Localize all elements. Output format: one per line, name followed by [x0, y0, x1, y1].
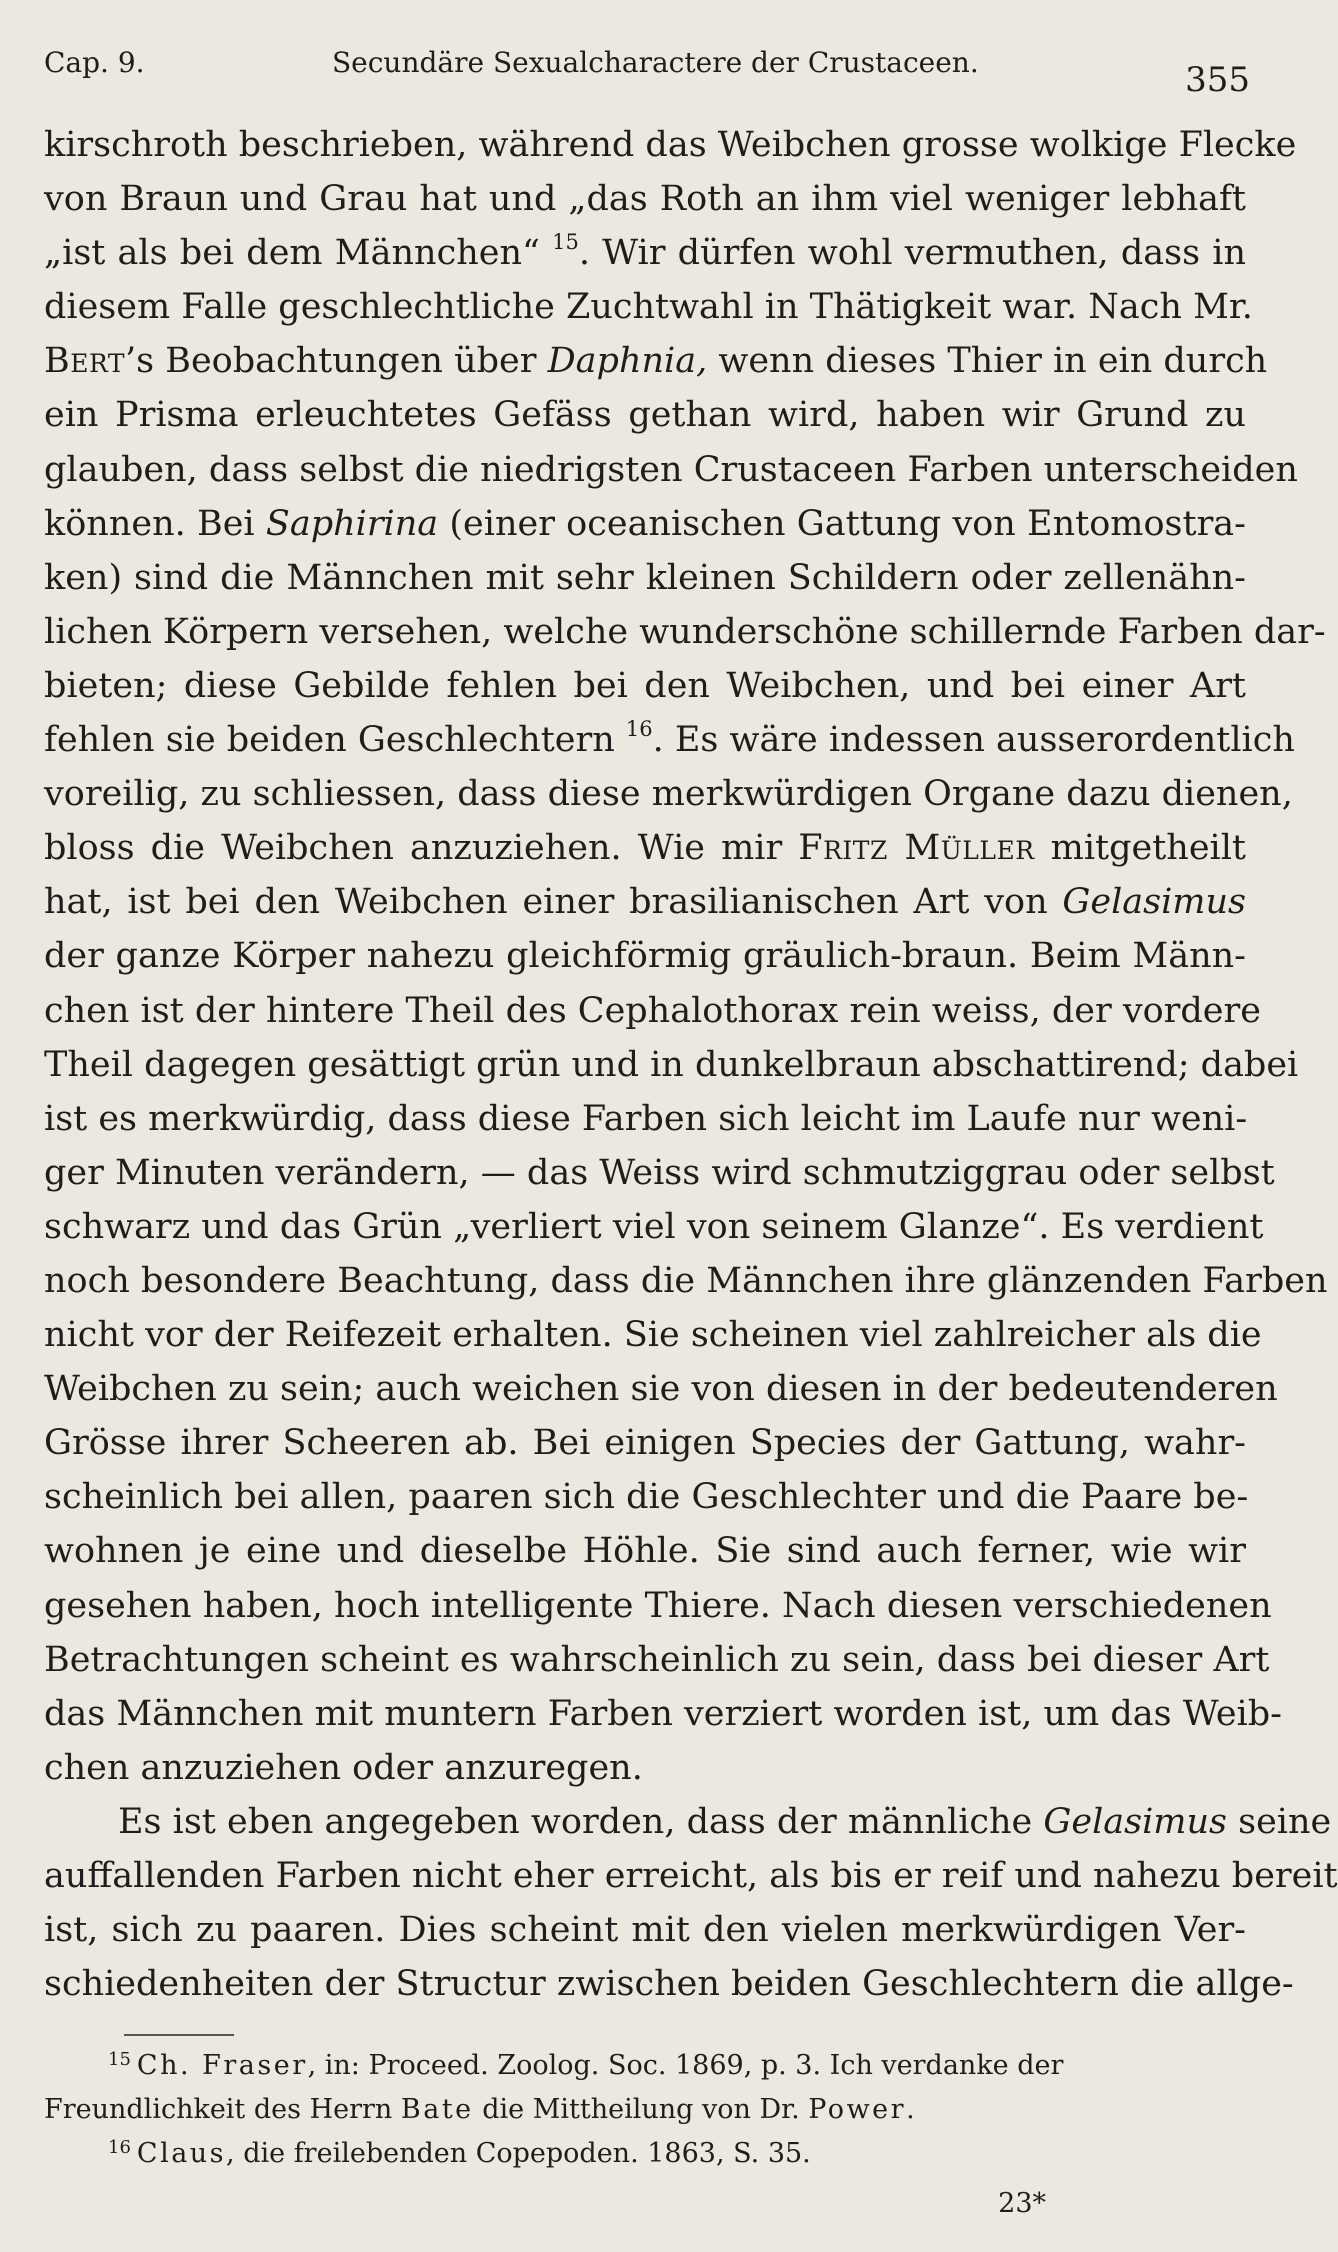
- text-run: bloss die Weibchen anzuziehen. Wie mir: [44, 828, 799, 869]
- text-run: das Männchen mit muntern Farben verziert worden ist, um das Weib-: [44, 1693, 1282, 1734]
- text-run: wohnen je eine und dieselbe Höhle. Sie sind auch ferner, wie wir: [44, 1531, 1246, 1572]
- text-line: [44, 984, 1261, 1038]
- spaced-name: Bate: [400, 2094, 474, 2125]
- text-line: [44, 1146, 1275, 1200]
- text-run: Weibchen zu sein; auch weichen sie von diesen in der bedeutenderen: [44, 1369, 1278, 1410]
- text-run: nicht vor der Reifezeit erhalten. Sie scheinen viel zahlreicher als die: [44, 1315, 1262, 1356]
- text-run: chen ist der hintere Theil des Cephalothorax rein weiss, der vordere: [44, 990, 1261, 1031]
- footnote-number: 15: [108, 2049, 131, 2070]
- text-line: [44, 118, 1297, 172]
- text-run: Theil dagegen gesättigt grün und in dunkelbraun abschattirend; dabei: [44, 1044, 1299, 1085]
- text-run: ’s Beobachtungen über: [125, 341, 548, 382]
- text-line: [44, 1957, 1294, 2011]
- text-line: [44, 172, 1246, 226]
- text-line: [44, 1416, 1246, 1470]
- italic-text: Gelasimus: [1062, 882, 1246, 923]
- text-line: [44, 334, 1268, 388]
- text-line: [44, 443, 1298, 497]
- text-line: [44, 1633, 1270, 1687]
- footnote-number: 16: [108, 2137, 131, 2158]
- text-line: [44, 1741, 1246, 1795]
- text-run: wenn dieses Thier in ein durch: [707, 341, 1268, 382]
- text-line: [44, 1200, 1264, 1254]
- text-run: , die freilebenden Copepoden. 1863, S. 35.: [226, 2138, 811, 2169]
- text-line: [44, 767, 1293, 821]
- main-text: [44, 118, 1338, 2011]
- text-line: [44, 1038, 1299, 1092]
- text-line: [44, 388, 1246, 442]
- text-run: kirschroth beschrieben, während das Weibchen grosse wolkige Flecke: [44, 125, 1297, 165]
- text-run: bieten; diese Gebilde fehlen bei den Weibchen, und bei einer Art: [44, 665, 1246, 706]
- text-line: [44, 1254, 1328, 1308]
- italic-text: Gelasimus: [1043, 1801, 1227, 1842]
- text-run: glauben, dass selbst die niedrigsten Crustaceen Farben unterscheiden: [44, 449, 1298, 490]
- text-run: gesehen haben, hoch intelligente Thiere. Nach diesen verschiedenen: [44, 1585, 1272, 1626]
- text-line: [44, 551, 1246, 605]
- text-line: [44, 929, 1246, 983]
- signature-mark: 23*: [998, 2188, 1046, 2219]
- footnote-divider: [124, 2034, 234, 2036]
- text-run: ein Prisma erleuchtetes Gefäss gethan wird, haben wir Grund zu: [44, 395, 1246, 436]
- text-run: auffallenden Farben nicht eher erreicht, als bis er reif und nahezu bereit: [44, 1856, 1338, 1896]
- footnote-line: [44, 2088, 1246, 2132]
- text-run: von Braun und Grau hat und „das Roth an ihm viel weniger lebhaft: [44, 179, 1246, 220]
- text-run: ist, sich zu paaren. Dies scheint mit den vielen merkwürdigen Ver-: [44, 1910, 1246, 1951]
- text-line: [44, 1579, 1272, 1633]
- spaced-name: Claus: [136, 2138, 227, 2169]
- text-run: schiedenheiten der Structur zwischen beiden Geschlechtern die allge-: [44, 1964, 1294, 2005]
- text-run: lichen Körpern versehen, welche wunderschöne schillernde Farben dar-: [44, 611, 1326, 652]
- text-run: ken) sind die Männchen mit sehr kleinen Schildern oder zellenähn-: [44, 557, 1246, 598]
- text-line: [44, 1524, 1246, 1578]
- text-line: [44, 1470, 1249, 1524]
- text-run: voreilig, zu schliessen, dass diese merkwürdigen Organe dazu dienen,: [44, 774, 1293, 815]
- spaced-name: Ch. Fraser: [136, 2050, 308, 2081]
- text-run: hat, ist bei den Weibchen einer brasilianischen Art von: [44, 882, 1063, 923]
- text-line: [44, 713, 1295, 767]
- text-line: [44, 821, 1246, 875]
- text-run: ger Minuten verändern, — das Weiss wird schmutziggrau oder selbst: [44, 1152, 1275, 1193]
- text-line: [44, 659, 1246, 713]
- text-run: können. Bei: [44, 503, 266, 544]
- footnote-line: [44, 2044, 1246, 2088]
- footnote-ref: 16: [625, 717, 653, 742]
- text-run: Freundlichkeit des Herrn: [44, 2094, 401, 2125]
- text-run: (einer oceanischen Gattung von Entomostra-: [438, 503, 1246, 544]
- text-run: Betrachtungen scheint es wahrscheinlich zu sein, dass bei dieser Art: [44, 1639, 1270, 1680]
- text-line: [44, 280, 1253, 334]
- text-run: schwarz und das Grün „verliert viel von seinem Glanze“. Es verdient: [44, 1206, 1264, 1247]
- text-line: [44, 1362, 1278, 1416]
- text-run: fehlen sie beiden Geschlechtern: [44, 720, 626, 761]
- text-run: scheinlich bei allen, paaren sich die Geschlechter und die Paare be-: [44, 1477, 1249, 1518]
- text-run: „ist als bei dem Männchen“: [44, 233, 553, 274]
- footnote-line: [44, 2132, 1246, 2176]
- text-run: . Es wäre indessen ausserordentlich: [652, 720, 1295, 761]
- text-run: .: [906, 2094, 915, 2125]
- text-run: chen anzuziehen oder anzuregen.: [44, 1747, 643, 1788]
- chapter-label: Cap. 9.: [44, 46, 145, 79]
- text-line: [44, 226, 1246, 280]
- text-line: [44, 497, 1246, 551]
- footnotes: [44, 2044, 1246, 2226]
- text-line: [44, 1849, 1338, 1903]
- text-run: die Mittheilung von Dr.: [473, 2094, 809, 2125]
- text-line: [44, 1795, 1332, 1849]
- text-line: [44, 875, 1246, 929]
- italic-text: Daphnia,: [547, 341, 708, 382]
- text-run: seine: [1226, 1801, 1332, 1842]
- text-run: der ganze Körper nahezu gleichförmig gräulich-braun. Beim Männ-: [44, 936, 1246, 977]
- small-caps-name: Bert: [44, 341, 126, 382]
- text-run: noch besondere Beachtung, dass die Männchen ihre glänzenden Farben: [44, 1260, 1328, 1301]
- footnote-ref: 15: [552, 230, 579, 255]
- running-head: [44, 38, 1250, 98]
- text-run: diesem Falle geschlechtliche Zuchtwahl in Thätigkeit war. Nach Mr.: [44, 287, 1253, 328]
- text-run: Es ist eben angegeben worden, dass der männliche: [118, 1801, 1044, 1842]
- text-run: ist es merkwürdig, dass diese Farben sich leicht im Laufe nur weni-: [44, 1098, 1248, 1139]
- running-title: Secundäre Sexualcharactere der Crustaceen.: [332, 46, 979, 79]
- spaced-name: Power: [808, 2094, 907, 2125]
- text-line: [44, 1092, 1246, 1146]
- text-run: . Wir dürfen wohl vermuthen, dass in: [578, 233, 1246, 274]
- small-caps-name: Fritz Müller: [798, 828, 1035, 869]
- text-line: [44, 1308, 1262, 1362]
- italic-text: Saphirina: [265, 503, 439, 544]
- text-run: , in: Proceed. Zoolog. Soc. 1869, p. 3. Ich verdanke der: [307, 2050, 1064, 2081]
- text-line: [44, 1687, 1282, 1741]
- page-number: 355: [1185, 60, 1250, 100]
- text-run: mitgetheilt: [1034, 828, 1246, 869]
- text-line: [44, 605, 1326, 659]
- text-line: [44, 1903, 1246, 1957]
- text-run: Grösse ihrer Scheeren ab. Bei einigen Species der Gattung, wahr-: [44, 1423, 1246, 1464]
